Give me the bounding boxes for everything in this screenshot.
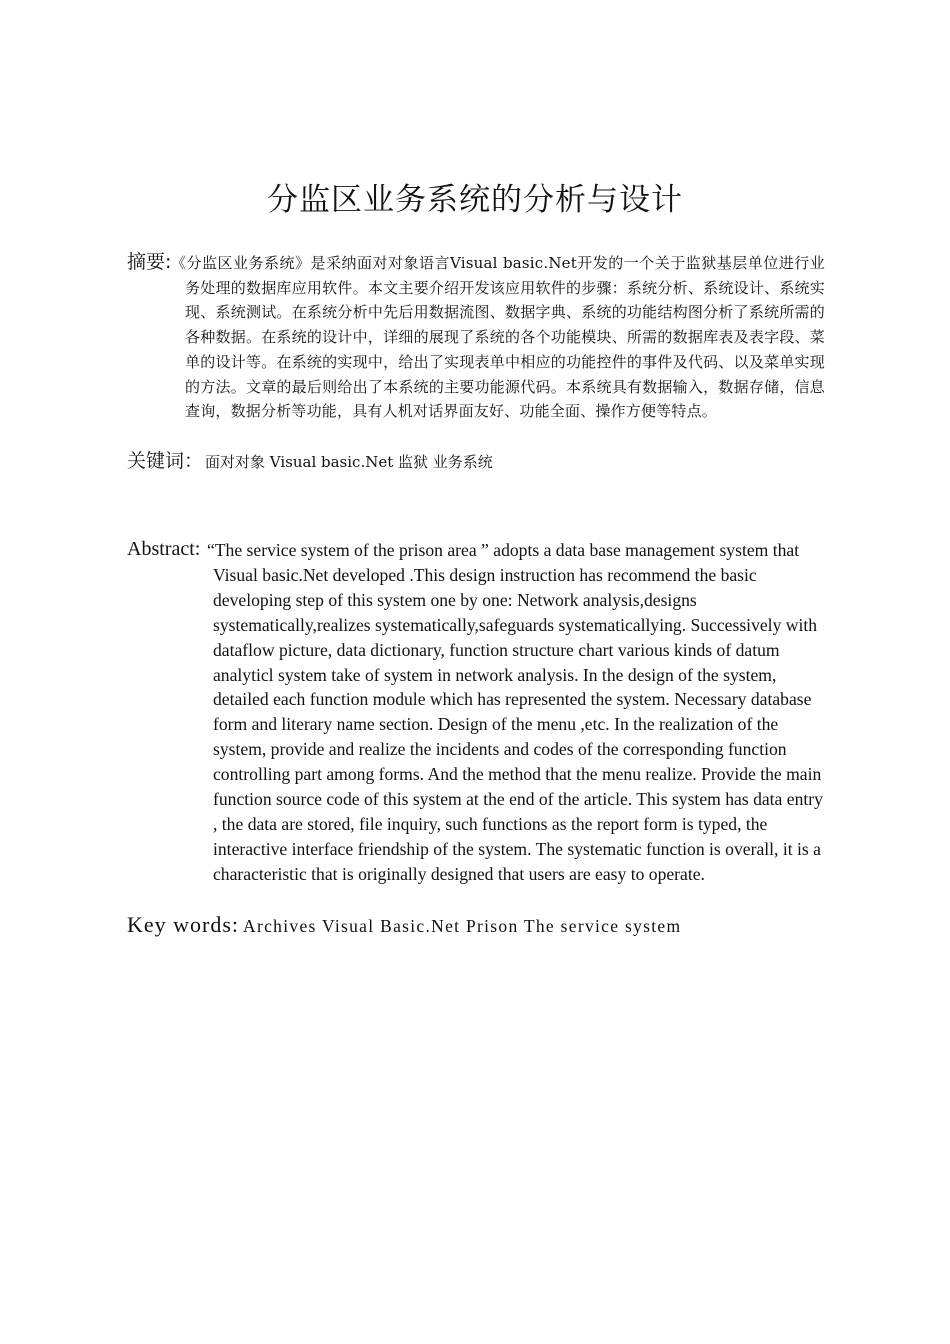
chinese-abstract-text <box>171 251 825 424</box>
english-abstract-text <box>207 538 823 887</box>
english-keywords-label: Key words: <box>127 912 240 937</box>
chinese-keywords-text: 面对对象 Visual basic.Net 监狱 业务系统 <box>205 453 493 471</box>
english-abstract-label: Abstract: <box>127 538 201 560</box>
chinese-abstract-body: 《分监区业务系统》是采纳面对对象语言Visual basic.Net开发的一个关于监狱基层单位进行业务处理的数据库应用软件。本文主要介绍开发该应用软件的步骤：系统分析、系统设计、系统实现、系统测试。在系统分析中先后用数据流图、数据字典、系统的功能结构图分析了系统所需的各种数据。在系统的设计中，详细的展现了系统的各个功能模块、所需的数据库表及表字段、菜单的设计等。在系统的实现中，给出了实现表单中相应的功能控件的事件及代码、以及菜单实现的方法。文章的最后则给出了本系统的主要功能源代码。本系统具有数据输入，数据存储，信息查询，数据分析等功能，具有人机对话界面友好、功能全面、操作方便等特点。 <box>171 254 825 421</box>
english-keywords-text: Archives Visual Basic.Net Prison The service system <box>243 916 682 936</box>
english-keywords-line <box>127 912 681 938</box>
english-abstract-body: “The service system of the prison area ” adopts a data base management system that Visual basic.Net developed .This design instruction has recommend the basic developing step of this system one by one: Network analysis,designs systematically,realizes systematically,safeguards systematicallying. Successively with dataflow picture, data dictionary, function structure chart various kinds of datum analyticl system take of system in network analysis. In the design of the system, detailed each function module which has represented the system. Necessary database form and literary name section. Design of the menu ,etc. In the realization of the system, provide and realize the incidents and codes of the corresponding function controlling part among forms. And the method that the menu realize. Provide the main function source code of this system at the end of the article. This system has data entry , the data are stored, file inquiry, such functions as the report form is typed, the interactive interface friendship of the system. The systematic function is overall, it is a characteristic that is originally designed that users are easy to operate. <box>207 540 823 884</box>
chinese-abstract-label: 摘要: <box>127 251 172 273</box>
page-title: 分监区业务系统的分析与设计 <box>267 182 683 218</box>
chinese-keywords-label: 关键词： <box>127 450 204 472</box>
chinese-keywords-line <box>127 448 493 474</box>
